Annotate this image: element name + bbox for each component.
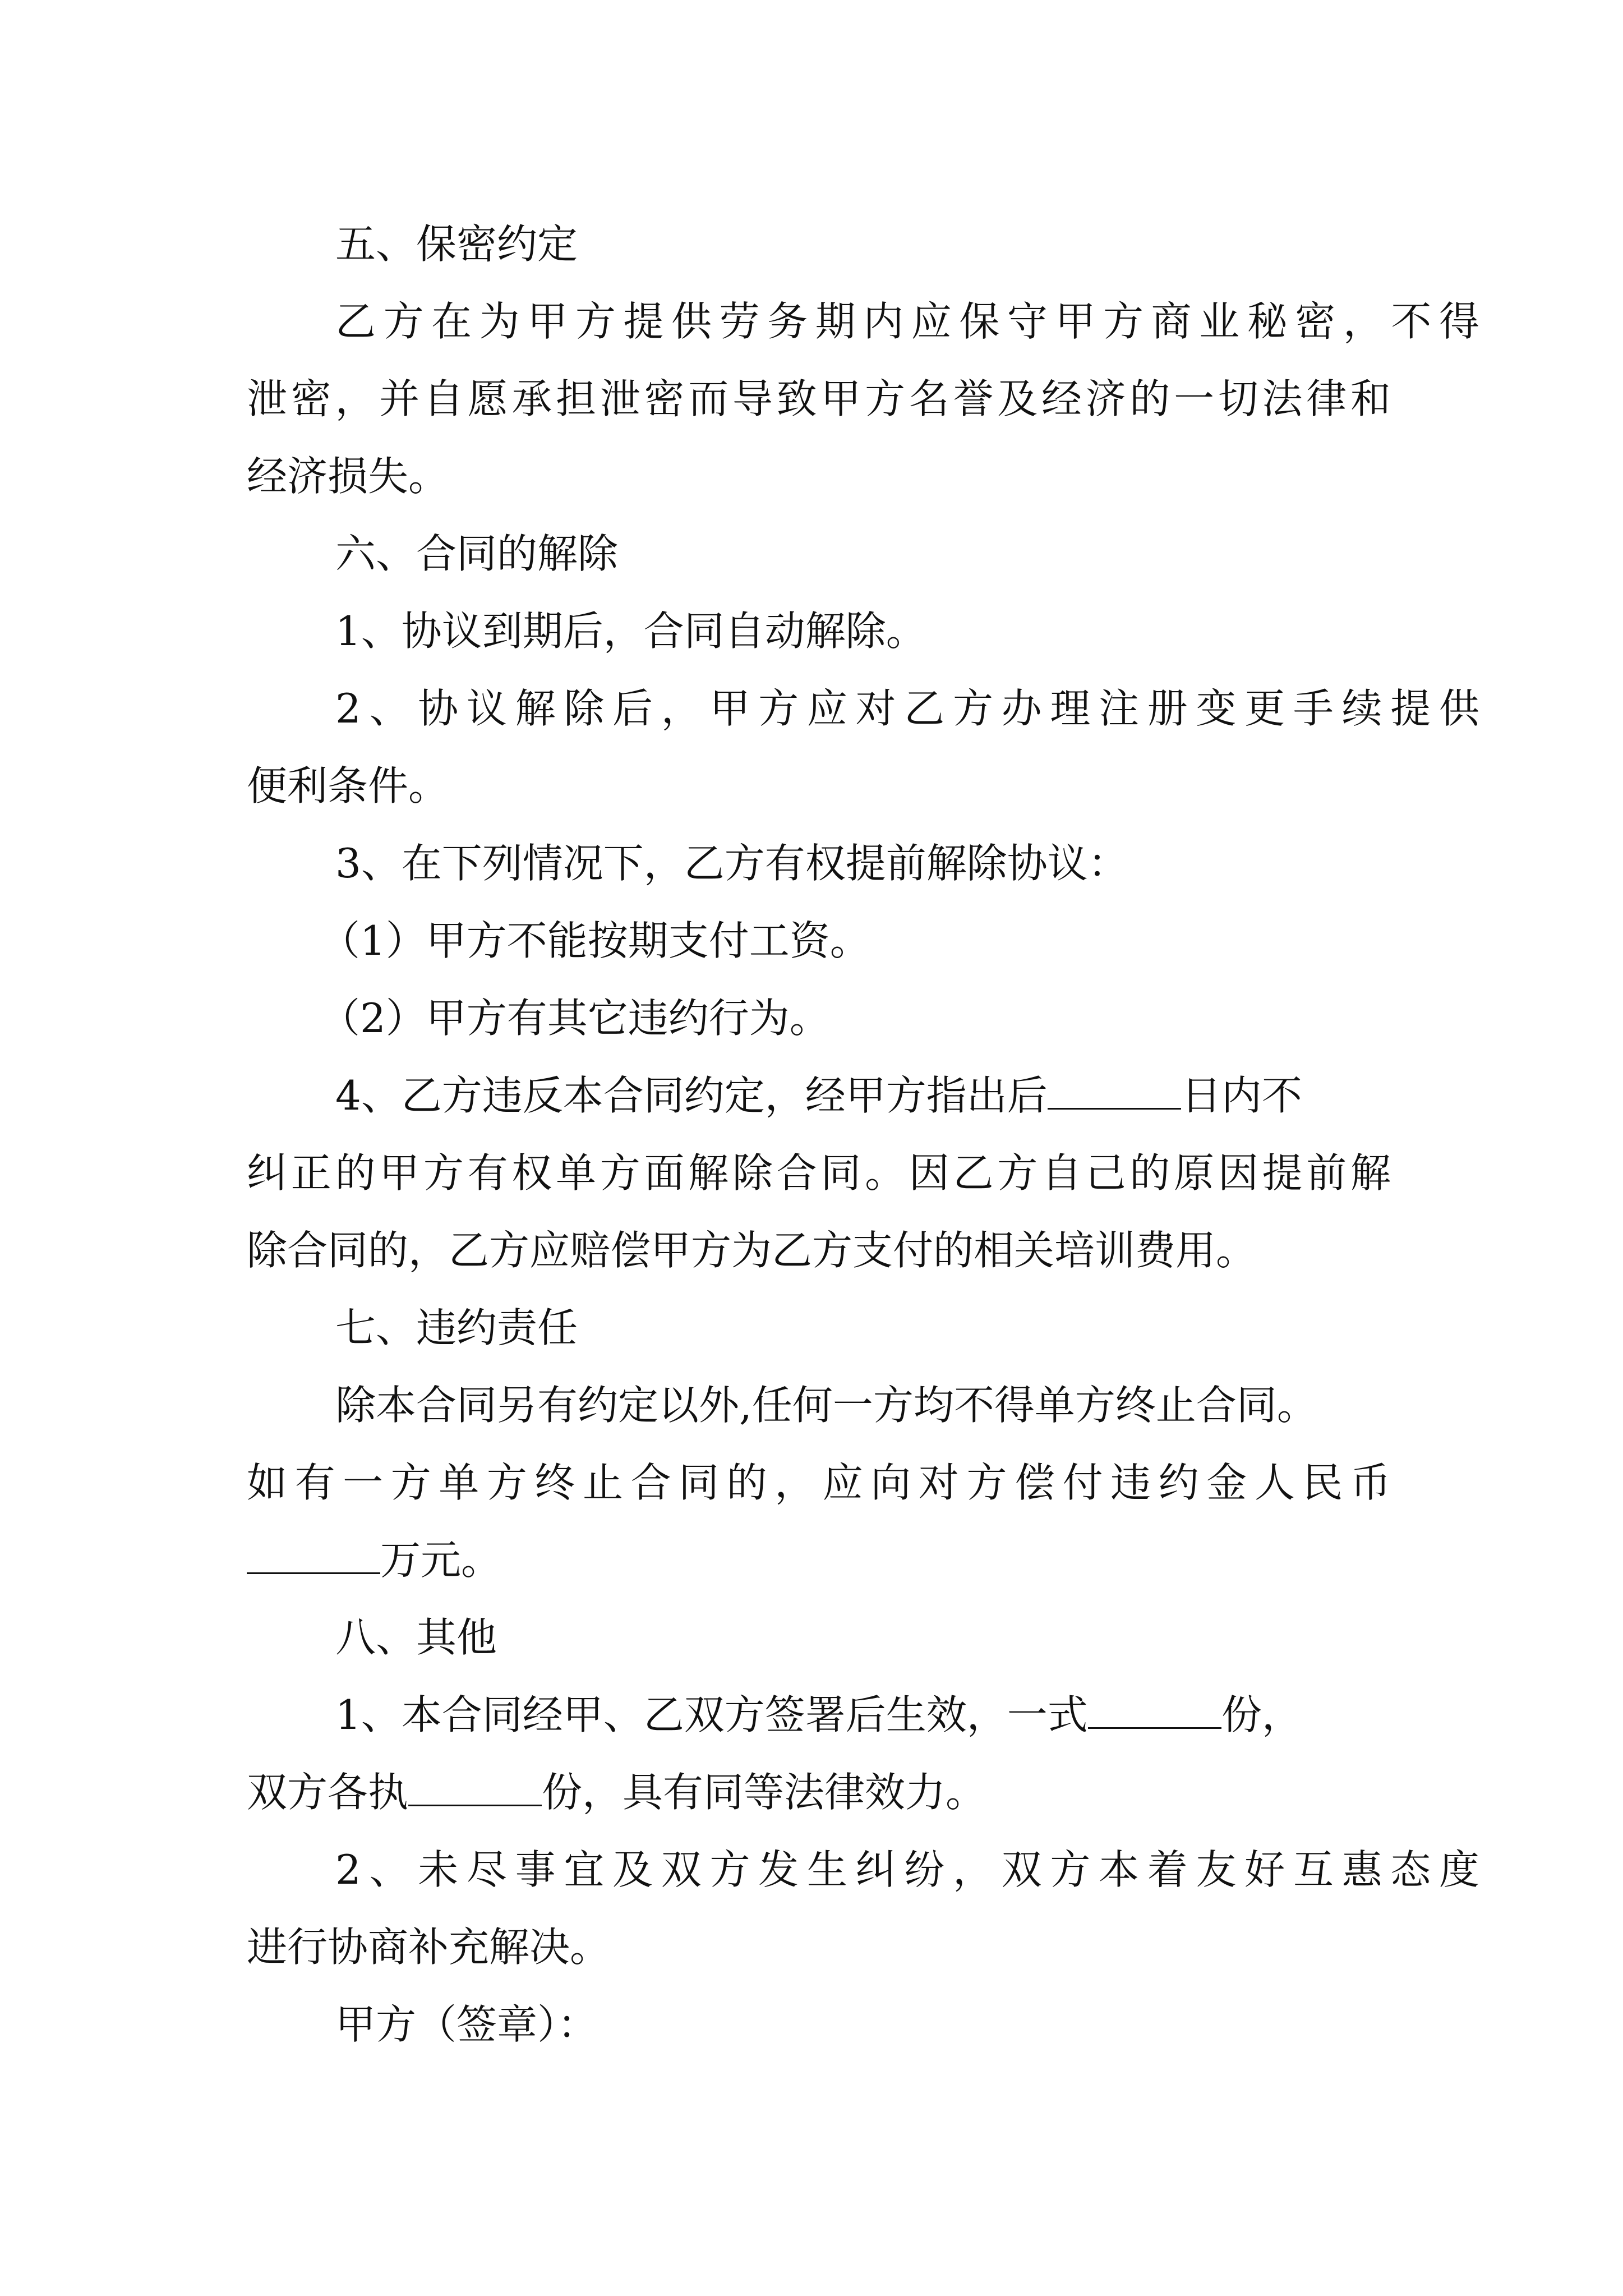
body-line: 乙方在为甲方提供劳务期内应保守甲方商业秘密，不得 — [335, 298, 1479, 345]
fill-in-blank-amount[interactable] — [247, 1540, 380, 1574]
signature-party-a: 甲方（签章）： — [335, 2001, 598, 2048]
clause-item: 纠正的甲方有权单方面解除合同。因乙方自己的原因提前解 — [247, 1149, 1391, 1197]
clause-item-with-blank — [247, 1676, 1479, 1754]
body-line: 泄密，并自愿承担泄密而导致甲方名誉及经济的一切法律和 — [247, 375, 1391, 422]
clause-text: 万元。 — [380, 1536, 502, 1584]
clause-item-with-blank — [247, 1056, 1479, 1135]
clause-item: 便利条件。 — [247, 762, 449, 809]
clause-item: 2、未尽事宜及双方发生纠纷，双方本着友好互惠态度 — [335, 1846, 1479, 1893]
clause-item: 3、在下列情况下，乙方有权提前解除协议： — [335, 840, 1128, 887]
clause-item-with-blank — [247, 1753, 1391, 1832]
body-line: 除本合同另有约定以外,任何一方均不得单方终止合同。 — [335, 1382, 1317, 1429]
clause-item: 进行协商补充解决。 — [247, 1924, 611, 1971]
fill-in-blank-days[interactable] — [1048, 1075, 1181, 1110]
fill-in-blank-each-party-copies[interactable] — [408, 1772, 542, 1806]
section-heading-confidentiality: 五、保密约定 — [335, 220, 578, 268]
clause-text: 4、乙方违反本合同约定，经甲方指出后 — [335, 1072, 1048, 1119]
section-heading-other: 八、其他 — [335, 1614, 497, 1661]
fill-in-blank-copies[interactable] — [1088, 1695, 1221, 1729]
sub-clause-item: （2）甲方有其它违约行为。 — [320, 995, 830, 1042]
clause-item: 2、协议解除后，甲方应对乙方办理注册变更手续提供 — [335, 685, 1479, 732]
clause-text: 1、本合同经甲、乙双方签署后生效，一式 — [335, 1691, 1088, 1738]
body-line: 经济损失。 — [247, 453, 449, 500]
clause-text: 日内不 — [1181, 1072, 1302, 1119]
body-line: 如有一方单方终止合同的，应向对方偿付违约金人民币 — [247, 1459, 1391, 1506]
clause-text: 份，具有同等法律效力。 — [542, 1769, 986, 1816]
sub-clause-item: （1）甲方不能按期支付工资。 — [320, 917, 870, 964]
clause-text: 份， — [1221, 1691, 1302, 1738]
body-line-with-blank — [247, 1521, 1391, 1599]
clause-item: 除合同的，乙方应赔偿甲方为乙方支付的相关培训费用。 — [247, 1227, 1257, 1274]
section-heading-termination: 六、合同的解除 — [335, 530, 619, 577]
section-heading-liability: 七、违约责任 — [335, 1304, 578, 1351]
clause-item: 1、协议到期后，合同自动解除。 — [335, 608, 926, 655]
clause-text: 双方各执 — [247, 1769, 409, 1816]
